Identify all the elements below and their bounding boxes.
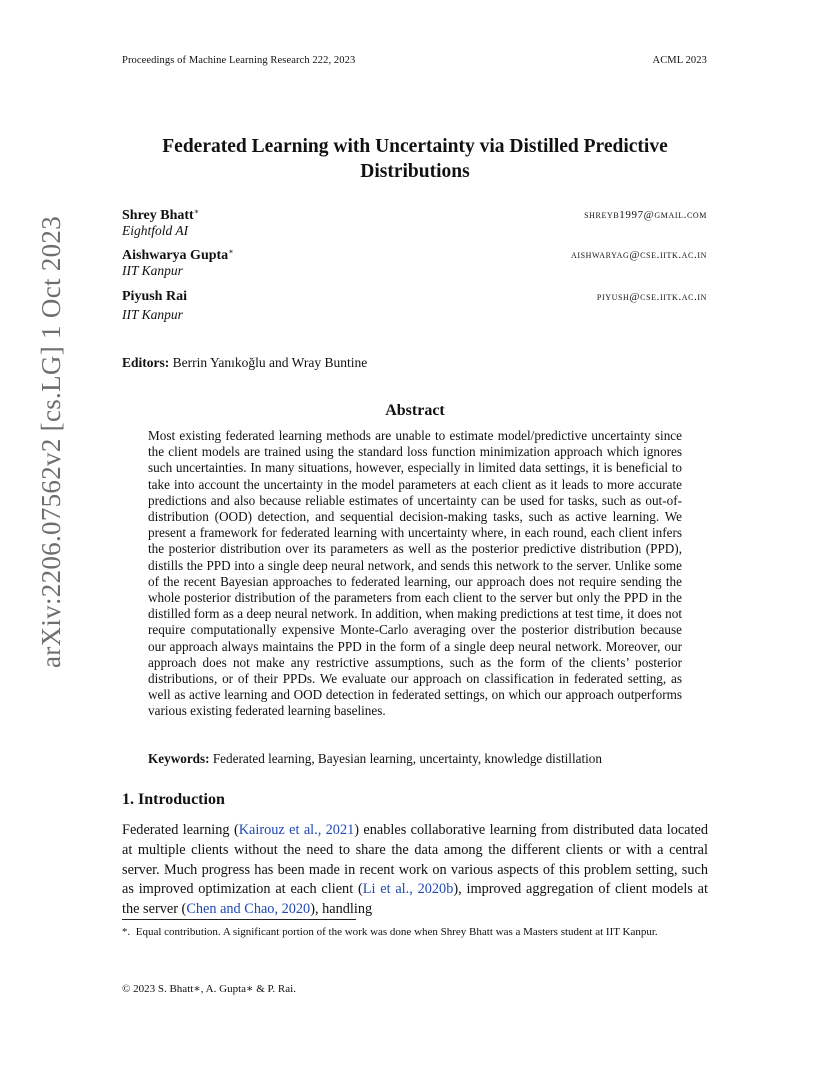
footnote	[122, 925, 708, 940]
citation-link[interactable]: Li et al., 2020b	[362, 881, 454, 898]
arxiv-stamp: arXiv:2206.07562v2 [cs.LG] 1 Oct 2023	[36, 215, 66, 668]
footnote-mark: *.	[122, 926, 131, 938]
copyright-line: © 2023 S. Bhatt∗, A. Gupta∗ & P. Rai.	[122, 983, 296, 995]
author-name-1: Shrey Bhatt∗	[122, 207, 200, 223]
author-affiliation-1: Eightfold AI	[122, 223, 189, 238]
editors-names: Berrin Yanıkoğlu and Wray Buntine	[172, 355, 368, 370]
running-header-right: ACML 2023	[652, 55, 707, 66]
citation-link[interactable]: Kairouz et al., 2021	[238, 822, 355, 838]
keywords-line: Keywords: Federated learning, Bayesian learning, uncertainty, knowledge distillation	[148, 751, 602, 766]
introduction-paragraph: Federated learning (Kairouz et al., 2021) enables collaborative learning from distributed data located at multiple clients without the need to share the data among the different clients or with a central server. Much progress has been made in recent work on various aspects of this problem setting, such as improved optimization at each client (Li et al., 2020b), improved aggregation of client models at the server (Chen and Chao, 2020), handling	[122, 822, 708, 918]
footnote-text: Equal contribution. A significant portion of the work was done when Shrey Bhatt was a Masters student at IIT Kanpur.	[135, 926, 658, 938]
author-mark-1: ∗	[193, 207, 200, 216]
abstract-heading: Abstract	[385, 402, 445, 419]
author-name-2: Aishwarya Gupta∗	[122, 247, 234, 263]
running-header-left: Proceedings of Machine Learning Research 222, 2023	[122, 55, 356, 66]
author-email-3[interactable]: piyush@cse.iitk.ac.in	[596, 291, 707, 303]
author-name-3: Piyush Rai	[122, 289, 187, 304]
citation-link[interactable]: Chen and Chao, 2020	[186, 901, 311, 918]
author-email-1[interactable]: shreyb1997@gmail.com	[584, 209, 707, 221]
paper-title: Federated Learning with Uncertainty via Distilled Predictive Distributions	[162, 136, 668, 182]
author-email-2[interactable]: aishwaryag@cse.iitk.ac.in	[570, 249, 707, 261]
section-heading-introduction: 1. Introduction	[122, 791, 225, 808]
footnote-rule	[122, 919, 356, 920]
keywords-text: Federated learning, Bayesian learning, uncertainty, knowledge distillation	[212, 751, 602, 766]
author-mark-2: ∗	[228, 247, 234, 256]
author-affiliation-2: IIT Kanpur	[122, 263, 183, 278]
abstract-text: Most existing federated learning methods are unable to estimate model/predictive uncertainty since the client models are trained using the standard loss function minimization approach which ignores such uncertainties. In many situations, however, especially in limited data settings, it is beneficial to take into account the uncertainty in the model parameters at each client as it leads to more accurate predictions and also because reliable estimates of uncertainty can be used for tasks, such as out-of-distribution (OOD) detection, and sequential decision-making tasks, such as active learning. We present a framework for federated learning with uncertainty where, in each round, each client infers the posterior distribution over its parameters as well as the posterior predictive distribution (PPD), distills the PPD into a single deep neural network, and sends this network to the server. Unlike some of the recent Bayesian approaches to federated learning, our approach does not require sending the whole posterior distribution of the parameters from each client to the server but only the PPD in the distilled form as a deep neural network. In addition, when making predictions at test time, it does not require computationally expensive Monte-Carlo averaging over the posterior distribution because our approach always maintains the PPD in the form of a single deep neural network. Moreover, our approach does not make any restrictive assumptions, such as the form of the clients’ posterior distributions, or of their PPDs. We evaluate our approach on classification in federated setting, as well as active learning and OOD detection in federated settings, on which our approach outperforms various existing federated learning baselines.	[148, 428, 682, 719]
author-affiliation-3: IIT Kanpur	[122, 307, 183, 322]
editors-line: Editors: Berrin Yanıkoğlu and Wray Buntine	[122, 355, 368, 370]
